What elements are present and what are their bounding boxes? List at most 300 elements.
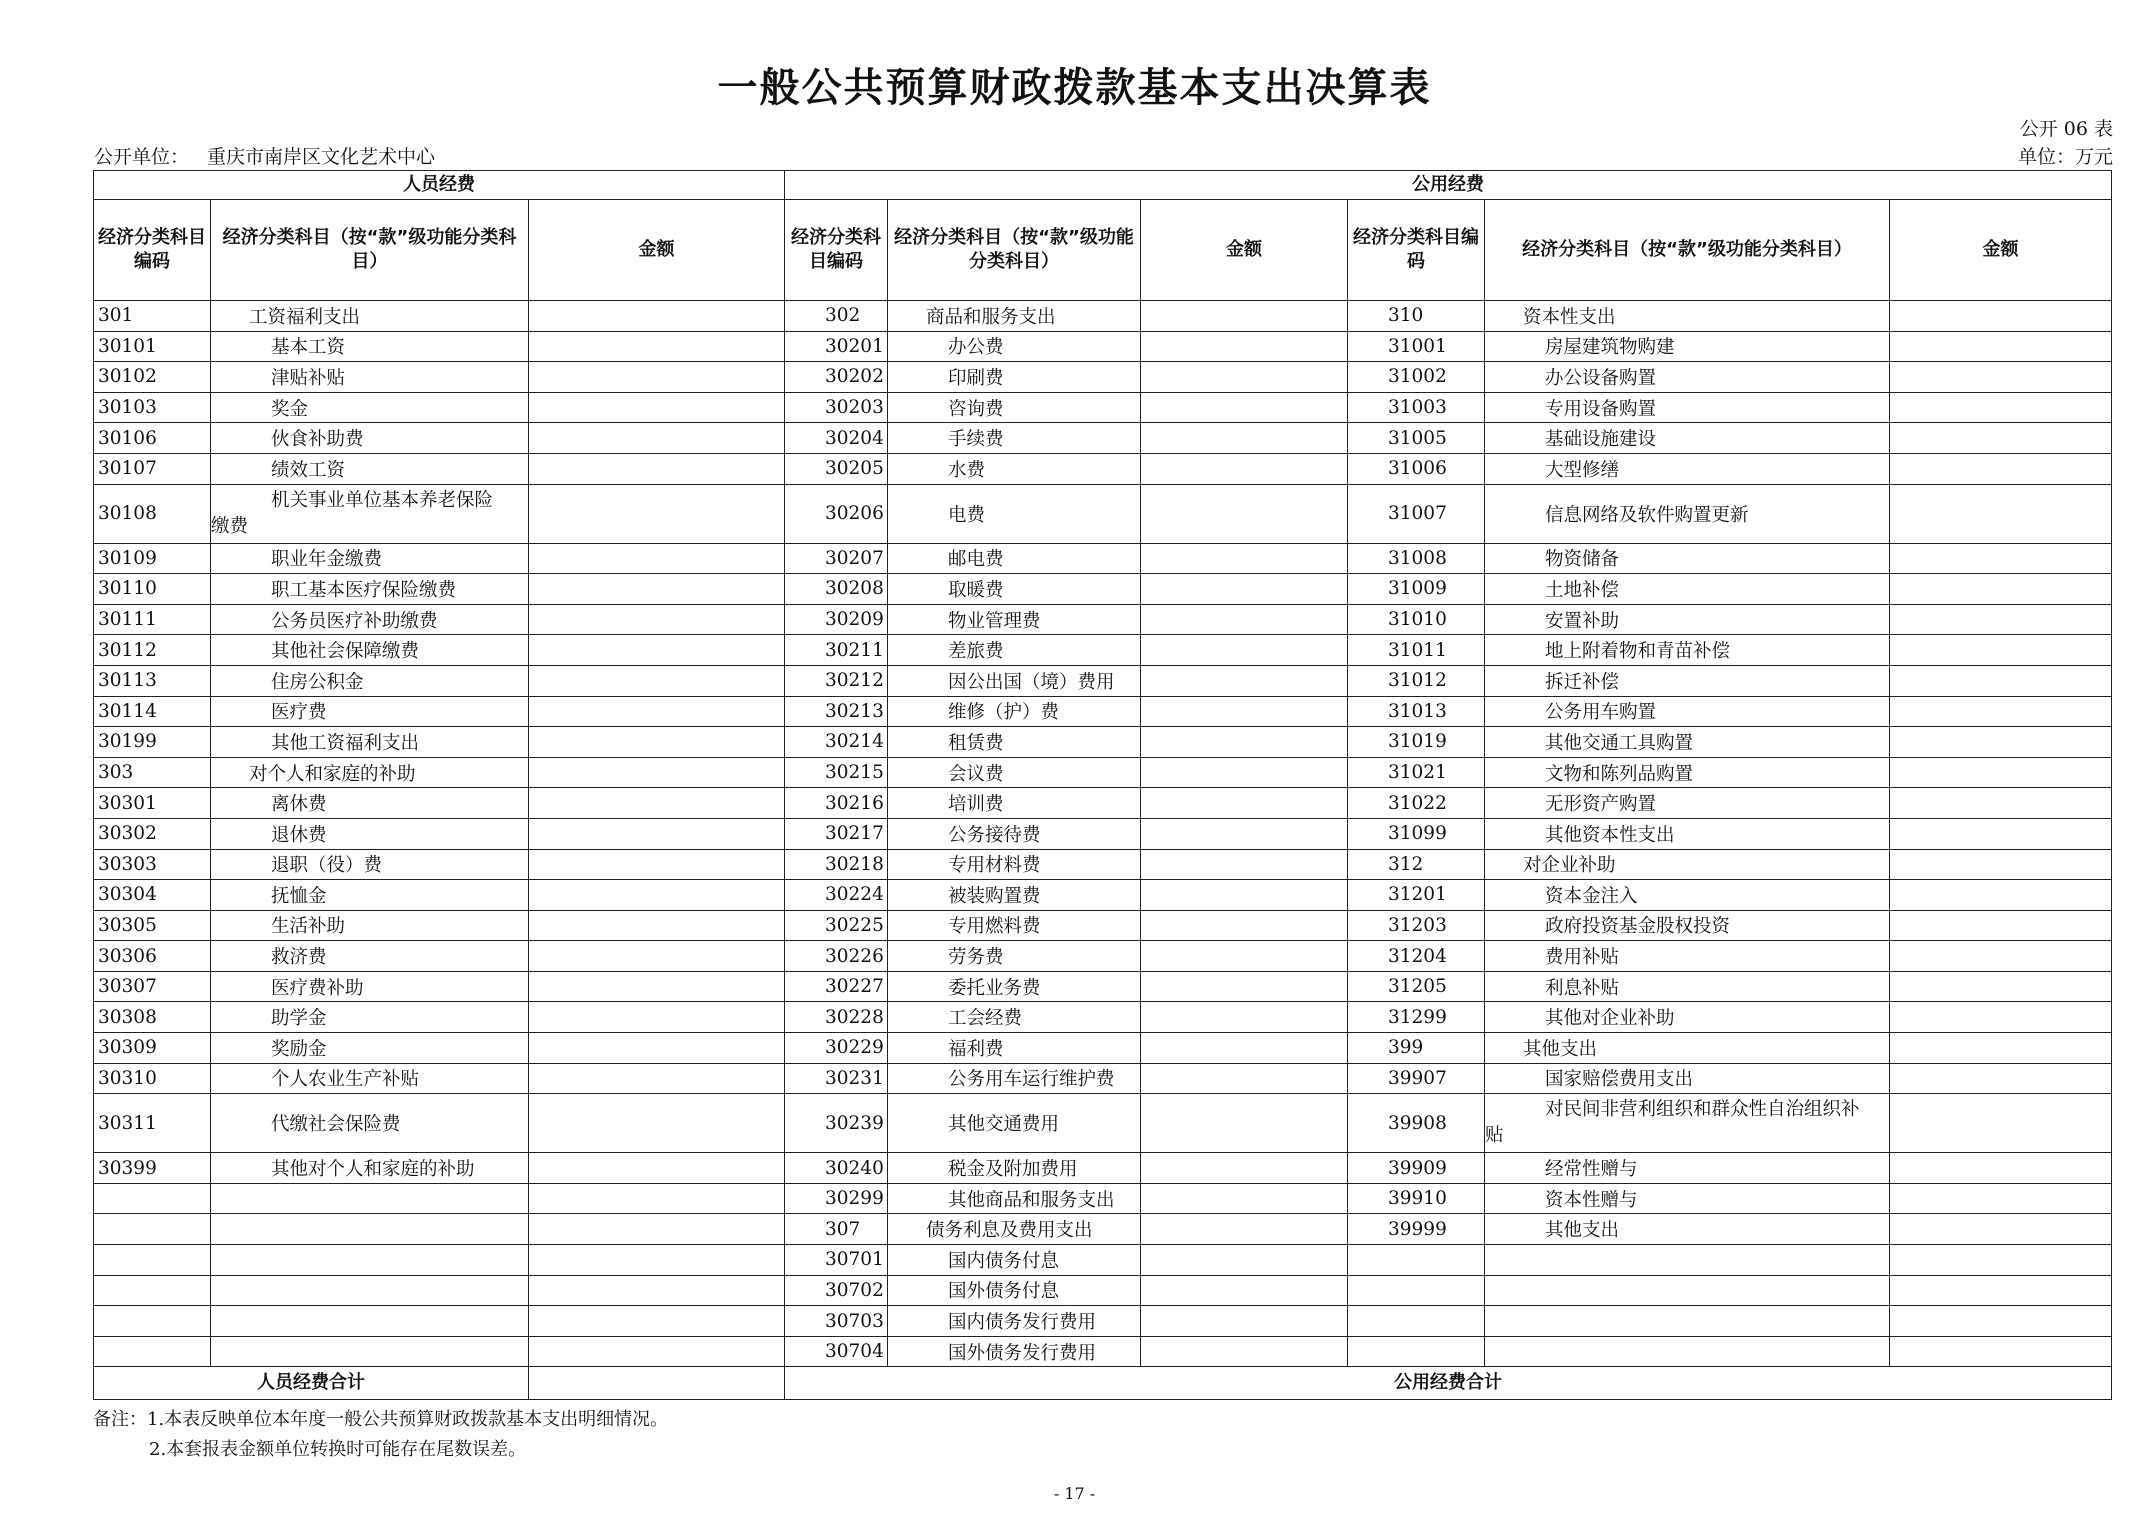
goods-item-name: 差旅费 — [888, 635, 1141, 666]
personnel-amount — [529, 484, 785, 543]
capital-code: 31021 — [1348, 757, 1485, 788]
personnel-code: 30302 — [94, 818, 211, 849]
goods-code: 30201 — [785, 331, 888, 362]
personnel-amount — [529, 788, 785, 819]
goods-amount — [1141, 1063, 1348, 1094]
goods-item-name: 国内债务付息 — [888, 1245, 1141, 1276]
note-2: 2.本套报表金额单位转换时可能存在尾数误差。 — [149, 1439, 527, 1460]
capital-amount — [1890, 1033, 2112, 1064]
goods-item-name: 其他交通费用 — [888, 1094, 1141, 1153]
personnel-code: 30108 — [94, 484, 211, 543]
personnel-code: 30309 — [94, 1033, 211, 1064]
personnel-item-name: 助学金 — [211, 1002, 529, 1033]
personnel-amount — [529, 301, 785, 332]
personnel-item-name: 退休费 — [211, 818, 529, 849]
capital-amount — [1890, 1336, 2112, 1367]
capital-item-name: 国家赔偿费用支出 — [1485, 1063, 1890, 1094]
capital-item-name — [1485, 1094, 1890, 1153]
personnel-amount — [529, 910, 785, 941]
personnel-amount — [529, 1002, 785, 1033]
table-row — [94, 1183, 2112, 1214]
column-header-row — [94, 200, 2112, 301]
goods-code: 30209 — [785, 604, 888, 635]
goods-code: 30227 — [785, 971, 888, 1002]
personnel-item-name — [211, 1183, 529, 1214]
table-row — [94, 941, 2112, 972]
personnel-amount — [529, 331, 785, 362]
capital-code: 31011 — [1348, 635, 1485, 666]
goods-code: 30214 — [785, 727, 888, 758]
personnel-code: 30399 — [94, 1153, 211, 1184]
goods-item-name: 会议费 — [888, 757, 1141, 788]
personnel-item-name: 其他对个人和家庭的补助 — [211, 1153, 529, 1184]
goods-code: 30701 — [785, 1245, 888, 1276]
capital-code: 31201 — [1348, 880, 1485, 911]
goods-item-name: 咨询费 — [888, 392, 1141, 423]
goods-item-name: 水费 — [888, 453, 1141, 484]
table-row — [94, 971, 2112, 1002]
goods-amount — [1141, 696, 1348, 727]
goods-item-name: 专用燃料费 — [888, 910, 1141, 941]
personnel-amount — [529, 574, 785, 605]
goods-item-name: 工会经费 — [888, 1002, 1141, 1033]
personnel-code: 30308 — [94, 1002, 211, 1033]
personnel-amount — [529, 849, 785, 880]
personnel-item-name: 职业年金缴费 — [211, 543, 529, 574]
goods-amount — [1141, 1245, 1348, 1276]
personnel-amount — [529, 362, 785, 393]
personnel-amount — [529, 696, 785, 727]
header-c-name: 经济分类科目（按“款”级功能分类科目） — [1485, 200, 1890, 301]
goods-item-name: 电费 — [888, 484, 1141, 543]
personnel-item-name: 救济费 — [211, 941, 529, 972]
capital-code: 31019 — [1348, 727, 1485, 758]
capital-item-name: 资本金注入 — [1485, 880, 1890, 911]
goods-amount — [1141, 1336, 1348, 1367]
table-row — [94, 849, 2112, 880]
personnel-amount — [529, 453, 785, 484]
header-p-amount: 金额 — [529, 200, 785, 301]
goods-amount — [1141, 453, 1348, 484]
unit-line — [94, 142, 2113, 168]
table-row — [94, 757, 2112, 788]
goods-code: 302 — [785, 301, 888, 332]
personnel-amount — [529, 1183, 785, 1214]
capital-item-name — [1485, 1245, 1890, 1276]
personnel-item-name: 职工基本医疗保险缴费 — [211, 574, 529, 605]
goods-amount — [1141, 1306, 1348, 1337]
capital-code: 310 — [1348, 301, 1485, 332]
capital-item-name: 政府投资基金股权投资 — [1485, 910, 1890, 941]
totals-row — [94, 1367, 2112, 1400]
goods-item-name: 专用材料费 — [888, 849, 1141, 880]
table-row — [94, 301, 2112, 332]
capital-code: 31003 — [1348, 392, 1485, 423]
table-row — [94, 727, 2112, 758]
capital-code: 31008 — [1348, 543, 1485, 574]
goods-item-name: 印刷费 — [888, 362, 1141, 393]
personnel-code: 30311 — [94, 1094, 211, 1153]
goods-item-name: 债务利息及费用支出 — [888, 1214, 1141, 1245]
table-row — [94, 362, 2112, 393]
capital-amount — [1890, 1214, 2112, 1245]
personnel-item-name: 工资福利支出 — [211, 301, 529, 332]
expenditure-table — [93, 170, 2112, 1400]
goods-item-name: 国外债务付息 — [888, 1275, 1141, 1306]
personnel-amount — [529, 1336, 785, 1367]
goods-code: 30226 — [785, 941, 888, 972]
capital-code: 31001 — [1348, 331, 1485, 362]
page-title: 一般公共预算财政拨款基本支出决算表 — [717, 65, 1432, 111]
personnel-code — [94, 1275, 211, 1306]
capital-code: 31007 — [1348, 484, 1485, 543]
capital-item-name: 专用设备购置 — [1485, 392, 1890, 423]
personnel-code: 30310 — [94, 1063, 211, 1094]
goods-item-name: 维修（护）费 — [888, 696, 1141, 727]
personnel-item-name: 医疗费补助 — [211, 971, 529, 1002]
goods-code: 30240 — [785, 1153, 888, 1184]
goods-item-name: 委托业务费 — [888, 971, 1141, 1002]
personnel-amount — [529, 971, 785, 1002]
table-row — [94, 484, 2112, 543]
reporting-unit-label: 公开单位： — [94, 146, 190, 168]
capital-item-name — [1485, 1336, 1890, 1367]
personnel-item-name: 生活补助 — [211, 910, 529, 941]
table-row — [94, 1275, 2112, 1306]
personnel-amount — [529, 757, 785, 788]
capital-code: 31204 — [1348, 941, 1485, 972]
personnel-item-name: 其他社会保障缴费 — [211, 635, 529, 666]
goods-item-name: 劳务费 — [888, 941, 1141, 972]
personnel-code: 30112 — [94, 635, 211, 666]
personnel-item-name-line-2: 缴费 — [211, 515, 249, 537]
goods-code: 307 — [785, 1214, 888, 1245]
capital-amount — [1890, 362, 2112, 393]
page-number: - 17 - — [1053, 1484, 1096, 1503]
capital-code — [1348, 1336, 1485, 1367]
capital-code — [1348, 1275, 1485, 1306]
goods-item-name: 国内债务发行费用 — [888, 1306, 1141, 1337]
personnel-code: 30106 — [94, 423, 211, 454]
personnel-item-name — [211, 1336, 529, 1367]
capital-item-name: 其他交通工具购置 — [1485, 727, 1890, 758]
table-row — [94, 1063, 2112, 1094]
public-total-label: 公用经费合计 — [785, 1367, 2112, 1400]
capital-amount — [1890, 543, 2112, 574]
table-row — [94, 1153, 2112, 1184]
personnel-item-name: 退职（役）费 — [211, 849, 529, 880]
personnel-item-name: 津贴补贴 — [211, 362, 529, 393]
notes — [93, 1405, 668, 1465]
personnel-code: 30114 — [94, 696, 211, 727]
goods-item-name: 税金及附加费用 — [888, 1153, 1141, 1184]
goods-code: 30299 — [785, 1183, 888, 1214]
capital-amount — [1890, 1063, 2112, 1094]
personnel-total-label: 人员经费合计 — [94, 1367, 529, 1400]
personnel-code: 30103 — [94, 392, 211, 423]
capital-code: 399 — [1348, 1033, 1485, 1064]
goods-amount — [1141, 635, 1348, 666]
goods-amount — [1141, 484, 1348, 543]
goods-code: 30208 — [785, 574, 888, 605]
goods-code: 30228 — [785, 1002, 888, 1033]
capital-item-name: 费用补贴 — [1485, 941, 1890, 972]
capital-code: 31010 — [1348, 604, 1485, 635]
personnel-amount — [529, 543, 785, 574]
table-row — [94, 910, 2112, 941]
capital-item-name-line-2: 贴 — [1485, 1125, 1504, 1147]
personnel-item-name: 个人农业生产补贴 — [211, 1063, 529, 1094]
capital-item-name: 其他支出 — [1485, 1214, 1890, 1245]
table-row — [94, 788, 2112, 819]
capital-amount — [1890, 818, 2112, 849]
personnel-code: 30304 — [94, 880, 211, 911]
capital-amount — [1890, 1094, 2112, 1153]
capital-code: 31299 — [1348, 1002, 1485, 1033]
personnel-amount — [529, 635, 785, 666]
capital-amount — [1890, 574, 2112, 605]
personnel-code — [94, 1245, 211, 1276]
capital-code: 39908 — [1348, 1094, 1485, 1153]
goods-code: 30211 — [785, 635, 888, 666]
table-row — [94, 392, 2112, 423]
capital-item-name: 公务用车购置 — [1485, 696, 1890, 727]
personnel-item-name: 医疗费 — [211, 696, 529, 727]
personnel-amount — [529, 727, 785, 758]
personnel-code: 30307 — [94, 971, 211, 1002]
table-row — [94, 423, 2112, 454]
capital-amount — [1890, 941, 2112, 972]
goods-code: 30231 — [785, 1063, 888, 1094]
personnel-code: 30306 — [94, 941, 211, 972]
goods-item-name: 公务接待费 — [888, 818, 1141, 849]
goods-item-name: 福利费 — [888, 1033, 1141, 1064]
personnel-item-name: 抚恤金 — [211, 880, 529, 911]
capital-code: 39999 — [1348, 1214, 1485, 1245]
personnel-amount — [529, 880, 785, 911]
goods-amount — [1141, 1214, 1348, 1245]
capital-amount — [1890, 788, 2112, 819]
capital-item-name: 办公设备购置 — [1485, 362, 1890, 393]
header-p-name: 经济分类科目（按“款”级功能分类科目） — [211, 200, 529, 301]
personnel-code: 30301 — [94, 788, 211, 819]
currency-unit: 单位：万元 — [2017, 146, 2113, 168]
goods-amount — [1141, 880, 1348, 911]
goods-amount — [1141, 1275, 1348, 1306]
personnel-amount — [529, 818, 785, 849]
goods-item-name: 培训费 — [888, 788, 1141, 819]
capital-item-name: 物资储备 — [1485, 543, 1890, 574]
capital-amount — [1890, 1002, 2112, 1033]
goods-item-name: 物业管理费 — [888, 604, 1141, 635]
note-1: 备注：1.本表反映单位本年度一般公共预算财政拨款基本支出明细情况。 — [93, 1409, 669, 1430]
goods-amount — [1141, 1094, 1348, 1153]
personnel-item-name: 离休费 — [211, 788, 529, 819]
personnel-code: 303 — [94, 757, 211, 788]
capital-code: 39907 — [1348, 1063, 1485, 1094]
goods-item-name: 被装购置费 — [888, 880, 1141, 911]
goods-amount — [1141, 1153, 1348, 1184]
capital-code: 31203 — [1348, 910, 1485, 941]
table-row — [94, 604, 2112, 635]
capital-item-name: 其他支出 — [1485, 1033, 1890, 1064]
personnel-amount — [529, 1153, 785, 1184]
goods-item-name: 其他商品和服务支出 — [888, 1183, 1141, 1214]
capital-amount — [1890, 423, 2112, 454]
personnel-item-name: 绩效工资 — [211, 453, 529, 484]
capital-amount — [1890, 696, 2112, 727]
personnel-code: 30111 — [94, 604, 211, 635]
goods-item-name: 商品和服务支出 — [888, 301, 1141, 332]
table-row — [94, 696, 2112, 727]
personnel-item-name: 代缴社会保险费 — [211, 1094, 529, 1153]
personnel-item-name: 公务员医疗补助缴费 — [211, 604, 529, 635]
header-c-code: 经济分类科目编码 — [1348, 200, 1485, 301]
goods-code: 30204 — [785, 423, 888, 454]
personnel-code: 30109 — [94, 543, 211, 574]
personnel-amount — [529, 665, 785, 696]
goods-amount — [1141, 331, 1348, 362]
capital-item-name: 无形资产购置 — [1485, 788, 1890, 819]
capital-item-name: 文物和陈列品购置 — [1485, 757, 1890, 788]
personnel-amount — [529, 604, 785, 635]
goods-item-name: 国外债务发行费用 — [888, 1336, 1141, 1367]
capital-amount — [1890, 604, 2112, 635]
goods-code: 30202 — [785, 362, 888, 393]
goods-item-name: 租赁费 — [888, 727, 1141, 758]
goods-code: 30213 — [785, 696, 888, 727]
goods-code: 30207 — [785, 543, 888, 574]
goods-code: 30205 — [785, 453, 888, 484]
personnel-code: 30305 — [94, 910, 211, 941]
personnel-code: 301 — [94, 301, 211, 332]
capital-item-name: 资本性赠与 — [1485, 1183, 1890, 1214]
personnel-code: 30113 — [94, 665, 211, 696]
table-row — [94, 1033, 2112, 1064]
table-row — [94, 1336, 2112, 1367]
table-row — [94, 1306, 2112, 1337]
personnel-amount — [529, 941, 785, 972]
goods-item-name: 邮电费 — [888, 543, 1141, 574]
personnel-amount — [529, 1245, 785, 1276]
capital-code: 31022 — [1348, 788, 1485, 819]
capital-code: 31013 — [1348, 696, 1485, 727]
header-c-amount: 金额 — [1890, 200, 2112, 301]
goods-amount — [1141, 423, 1348, 454]
table-row — [94, 1245, 2112, 1276]
capital-item-name — [1485, 1275, 1890, 1306]
goods-code: 30212 — [785, 665, 888, 696]
personnel-item-name — [211, 484, 529, 543]
personnel-code: 30101 — [94, 331, 211, 362]
goods-amount — [1141, 941, 1348, 972]
goods-amount — [1141, 910, 1348, 941]
capital-code: 31099 — [1348, 818, 1485, 849]
personnel-item-name-line-1: 机关事业单位基本养老保险 — [271, 489, 494, 511]
goods-code: 30206 — [785, 484, 888, 543]
capital-code: 312 — [1348, 849, 1485, 880]
capital-amount — [1890, 971, 2112, 1002]
capital-item-name: 对企业补助 — [1485, 849, 1890, 880]
goods-code: 30215 — [785, 757, 888, 788]
personnel-item-name: 住房公积金 — [211, 665, 529, 696]
goods-amount — [1141, 665, 1348, 696]
capital-item-name: 大型修缮 — [1485, 453, 1890, 484]
goods-amount — [1141, 604, 1348, 635]
capital-item-name: 其他资本性支出 — [1485, 818, 1890, 849]
personnel-amount — [529, 1094, 785, 1153]
table-row — [94, 1094, 2112, 1153]
goods-item-name: 因公出国（境）费用 — [888, 665, 1141, 696]
personnel-code: 30110 — [94, 574, 211, 605]
capital-amount — [1890, 301, 2112, 332]
capital-amount — [1890, 665, 2112, 696]
capital-item-name: 信息网络及软件购置更新 — [1485, 484, 1890, 543]
table-row — [94, 1214, 2112, 1245]
capital-item-name: 利息补贴 — [1485, 971, 1890, 1002]
table-row — [94, 665, 2112, 696]
goods-amount — [1141, 362, 1348, 393]
personnel-item-name — [211, 1214, 529, 1245]
capital-amount — [1890, 484, 2112, 543]
capital-item-name: 资本性支出 — [1485, 301, 1890, 332]
table-row — [94, 543, 2112, 574]
goods-amount — [1141, 392, 1348, 423]
table-row — [94, 635, 2112, 666]
goods-amount — [1141, 301, 1348, 332]
goods-item-name: 办公费 — [888, 331, 1141, 362]
table-number: 公开 06 表 — [2019, 118, 2113, 140]
personnel-amount — [529, 1214, 785, 1245]
personnel-item-name — [211, 1245, 529, 1276]
header-g-code: 经济分类科目编码 — [785, 200, 888, 301]
goods-code: 30239 — [785, 1094, 888, 1153]
goods-amount — [1141, 757, 1348, 788]
capital-item-name: 房屋建筑物购建 — [1485, 331, 1890, 362]
capital-amount — [1890, 757, 2112, 788]
personnel-item-name — [211, 1275, 529, 1306]
section-personnel: 人员经费 — [94, 171, 785, 200]
goods-code: 30704 — [785, 1336, 888, 1367]
capital-code: 31002 — [1348, 362, 1485, 393]
goods-code: 30216 — [785, 788, 888, 819]
capital-amount — [1890, 1306, 2112, 1337]
goods-amount — [1141, 849, 1348, 880]
personnel-total-amount — [529, 1367, 785, 1400]
personnel-item-name: 对个人和家庭的补助 — [211, 757, 529, 788]
capital-code: 31006 — [1348, 453, 1485, 484]
personnel-code — [94, 1183, 211, 1214]
personnel-amount — [529, 423, 785, 454]
personnel-item-name: 奖金 — [211, 392, 529, 423]
capital-amount — [1890, 1275, 2112, 1306]
goods-code: 30203 — [785, 392, 888, 423]
capital-code: 31005 — [1348, 423, 1485, 454]
goods-amount — [1141, 1033, 1348, 1064]
goods-code: 30225 — [785, 910, 888, 941]
capital-amount — [1890, 910, 2112, 941]
header-p-code: 经济分类科目编码 — [94, 200, 211, 301]
capital-amount — [1890, 453, 2112, 484]
capital-item-name: 地上附着物和青苗补偿 — [1485, 635, 1890, 666]
table-row — [94, 818, 2112, 849]
personnel-code: 30102 — [94, 362, 211, 393]
capital-item-name: 其他对企业补助 — [1485, 1002, 1890, 1033]
personnel-code — [94, 1214, 211, 1245]
capital-amount — [1890, 331, 2112, 362]
personnel-amount — [529, 1306, 785, 1337]
capital-amount — [1890, 1245, 2112, 1276]
